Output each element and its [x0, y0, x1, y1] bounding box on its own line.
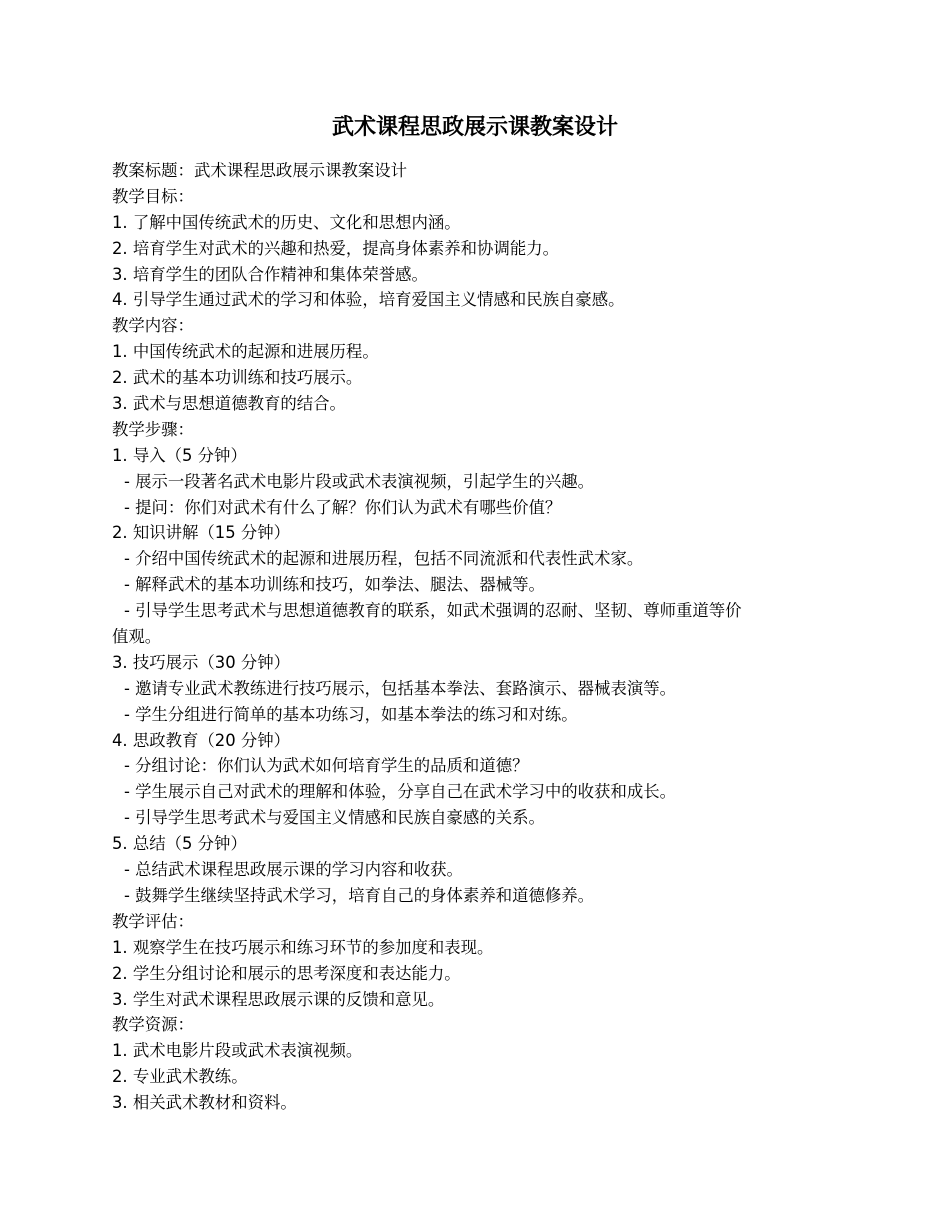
text-line: 2. 知识讲解（15 分钟）	[112, 523, 291, 543]
text-line: 4. 思政教育（20 分钟）	[112, 730, 291, 750]
list-subitem: - 解释武术的基本功训练和技巧，如拳法、腿法、器械等。	[124, 575, 545, 595]
text-line: 教案标题：武术课程思政展示课教案设计	[112, 161, 408, 180]
document-body	[112, 158, 832, 1116]
text-line: 3. 学生对武术课程思政展示课的反馈和意见。	[112, 989, 445, 1009]
text-line: 3. 技巧展示（30 分钟）	[112, 652, 291, 672]
text-line: 教学步骤：	[112, 419, 194, 439]
list-subitem: - 学生展示自己对武术的理解和体验，分享自己在武术学习中的收获和成长。	[124, 782, 677, 802]
text-line: 2. 武术的基本功训练和技巧展示。	[112, 368, 363, 388]
list-subitem: - 介绍中国传统武术的起源和进展历程，包括不同流派和代表性武术家。	[124, 549, 644, 569]
list-subitem: - 鼓舞学生继续坚持武术学习，培育自己的身体素养和道德修养。	[124, 885, 595, 905]
text-line: 1. 观察学生在技巧展示和练习环节的参加度和表现。	[112, 937, 494, 957]
list-subitem: - 分组讨论：你们认为武术如何培育学生的品质和道德？	[124, 756, 529, 776]
text-line: 2. 专业武术教练。	[112, 1067, 248, 1087]
text-line: 教学目标：	[112, 186, 194, 206]
text-line: 值观。	[112, 627, 162, 647]
list-subitem: - 展示一段著名武术电影片段或武术表演视频，引起学生的兴趣。	[124, 471, 595, 491]
text-line: 1. 导入（5 分钟）	[112, 445, 247, 465]
text-line: 3. 武术与思想道德教育的结合。	[112, 394, 346, 414]
list-subitem: - 引导学生思考武术与爱国主义情感和民族自豪感的关系。	[124, 808, 545, 828]
list-subitem: - 邀请专业武术教练进行技巧展示，包括基本拳法、套路演示、器械表演等。	[124, 678, 677, 698]
text-line: 教学资源：	[112, 1015, 194, 1035]
text-line: 5. 总结（5 分钟）	[112, 834, 247, 854]
text-line: 1. 了解中国传统武术的历史、文化和思想内涵。	[112, 212, 461, 232]
text-line: 3. 相关武术教材和资料。	[112, 1093, 297, 1113]
text-line: 1. 武术电影片段或武术表演视频。	[112, 1041, 363, 1061]
text-line: 4. 引导学生通过武术的学习和体验，培育爱国主义情感和民族自豪感。	[112, 290, 625, 310]
list-subitem: - 学生分组进行简单的基本功练习，如基本拳法的练习和对练。	[124, 704, 578, 724]
text-line: 教学内容：	[112, 316, 194, 336]
list-subitem: - 引导学生思考武术与思想道德教育的联系，如武术强调的忍耐、坚韧、尊师重道等价	[124, 601, 742, 621]
text-line: 2. 培育学生对武术的兴趣和热爱，提高身体素养和协调能力。	[112, 238, 560, 258]
text-line: 教学评估：	[112, 911, 194, 931]
list-subitem: - 提问：你们对武术有什么了解？你们认为武术有哪些价值？	[124, 497, 562, 517]
text-line: 1. 中国传统武术的起源和进展历程。	[112, 342, 379, 362]
list-subitem: - 总结武术课程思政展示课的学习内容和收获。	[124, 860, 463, 880]
text-line: 2. 学生分组讨论和展示的思考深度和表达能力。	[112, 963, 461, 983]
text-line: 3. 培育学生的团队合作精神和集体荣誉感。	[112, 264, 428, 284]
document-title: 武术课程思政展示课教案设计	[331, 115, 618, 140]
